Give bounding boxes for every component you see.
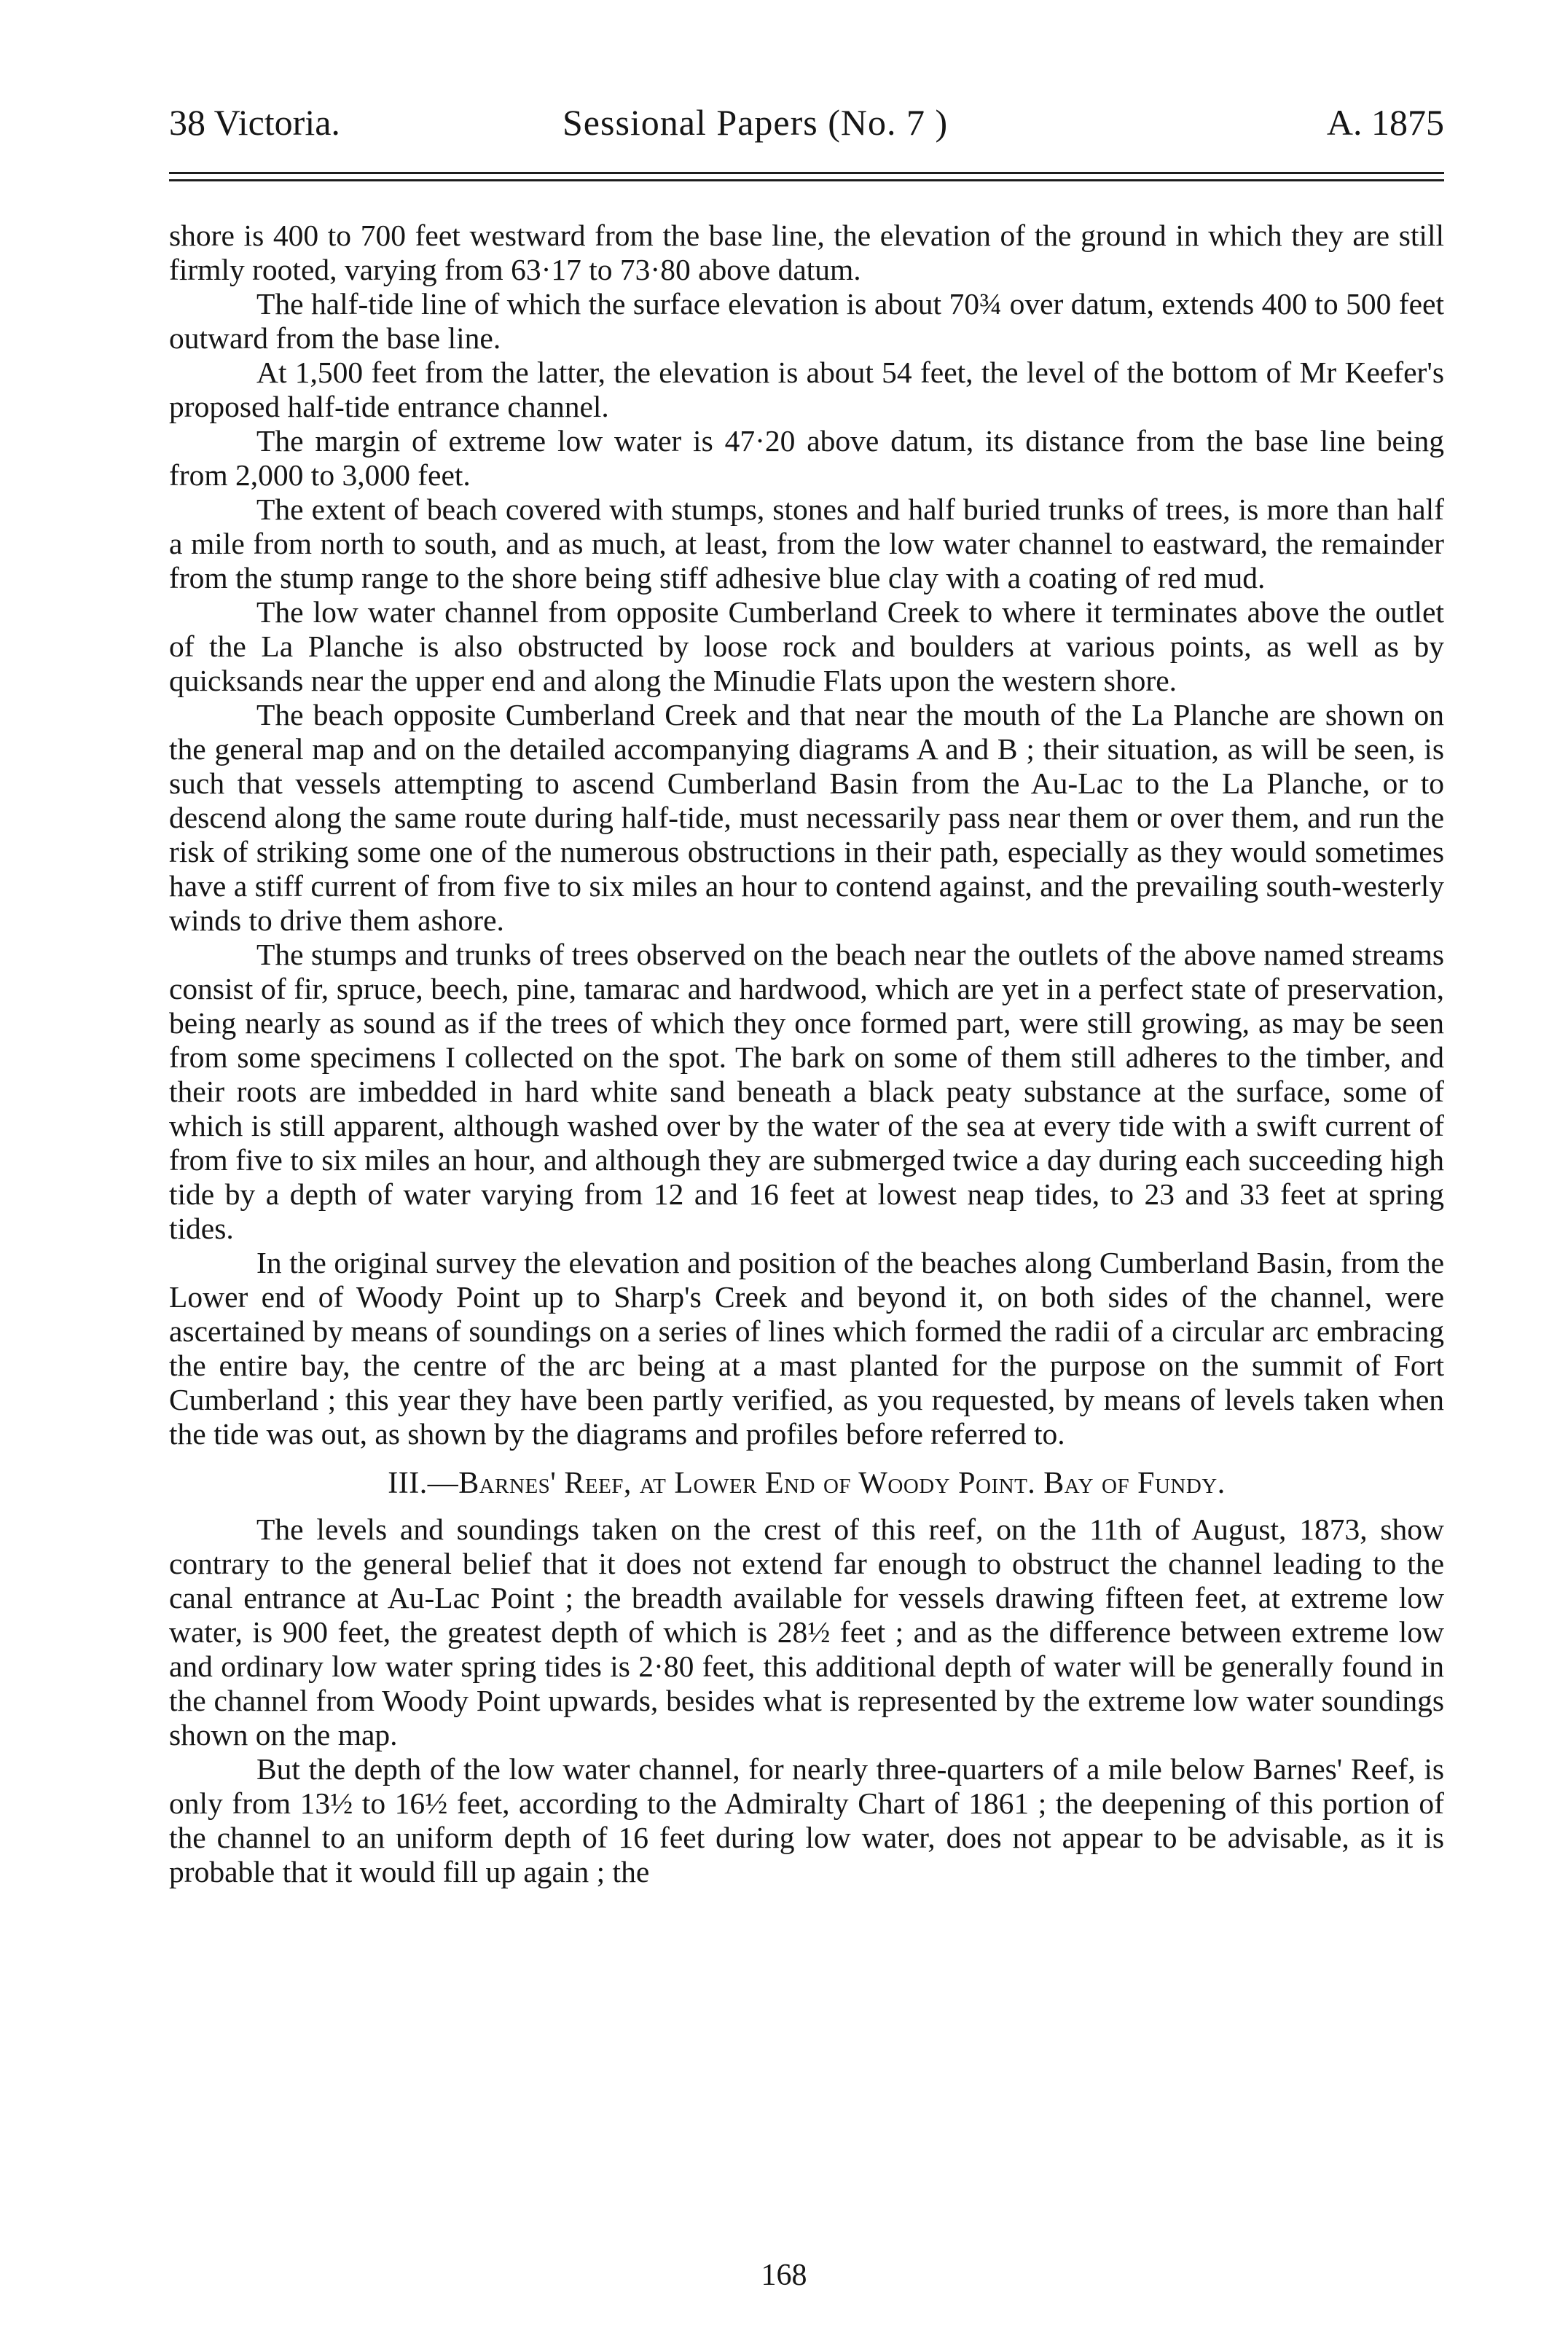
paragraph: The extent of beach covered with stumps, stones and half buried trunks of trees, is more than half a mile from north to south, and as much, at least, from the low water channel to eastward, the remainder from the stump range to the shore being stiff adhesive blue clay with a coating of red mud. bbox=[169, 493, 1444, 595]
header-rule-top bbox=[169, 172, 1444, 174]
header-volume: 38 Victoria. bbox=[169, 102, 340, 143]
header-year: A. 1875 bbox=[1326, 102, 1444, 143]
paragraph: The margin of extreme low water is 47·20 above datum, its distance from the base line being from 2,000 to 3,000 feet. bbox=[169, 424, 1444, 492]
page-number: 168 bbox=[761, 2259, 807, 2292]
running-header bbox=[169, 93, 1444, 152]
body-text bbox=[169, 219, 1444, 1889]
header-rule-bottom bbox=[169, 179, 1444, 181]
paragraph: But the depth of the low water channel, for nearly three-quarters of a mile below Barnes' Reef, is only from 13½ to 16½ feet, according to the Admiralty Chart of 1861 ; the deepening of this portion of the channel to an uniform depth of 16 feet during low water, does not appear to be advisable, as it is probable that it would fill up again ; the bbox=[169, 1752, 1444, 1888]
paragraph: The levels and soundings taken on the crest of this reef, on the 11th of August, 1873, show contrary to the general belief that it does not extend far enough to obstruct the channel leading to the canal entrance at Au-Lac Point ; the breadth available for vessels drawing fifteen feet, at extreme low water, is 900 feet, the greatest depth of which is 28½ feet ; and as the difference between extreme low and ordinary low water spring tides is 2·80 feet, this additional depth of water will be generally found in the channel from Woody Point upwards, besides what is represented by the extreme low water soundings shown on the map. bbox=[169, 1513, 1444, 1751]
paragraph: At 1,500 feet from the latter, the elevation is about 54 feet, the level of the bottom of Mr Keefer's proposed half-tide entrance channel. bbox=[169, 356, 1444, 423]
paragraph: The half-tide line of which the surface elevation is about 70¾ over datum, extends 400 to 500 feet outward from the base line. bbox=[169, 287, 1444, 355]
paragraph: The beach opposite Cumberland Creek and that near the mouth of the La Planche are shown on the general map and on the detailed accompanying diagrams A and B ; their situation, as will be seen, is such that vessels attempting to ascend Cumberland Basin from the Au-Lac to the La Planche, or to descend along the same route during half-tide, must necessarily pass near them or over them, and run the risk of striking some one of the numerous obstructions in their path, especially as they would sometimes have a stiff current of from five to six miles an hour to contend against, and the prevailing south-westerly winds to drive them ashore. bbox=[169, 698, 1444, 937]
paragraph: In the original survey the elevation and position of the beaches along Cumberland Basin, from the Lower end of Woody Point up to Sharp's Creek and beyond it, on both sides of the channel, were ascertained by means of soundings on a series of lines which formed the radii of a circular arc embracing the entire bay, the centre of the arc being at a mast planted for the purpose on the summit of Fort Cumberland ; this year they have been partly verified, as you requested, by means of levels taken when the tide was out, as shown by the diagrams and profiles before referred to. bbox=[169, 1246, 1444, 1451]
paragraph: shore is 400 to 700 feet westward from the base line, the elevation of the ground in which they are still firmly rooted, varying from 63·17 to 73·80 above datum. bbox=[169, 219, 1444, 286]
paragraph: The low water channel from opposite Cumberland Creek to where it terminates above the outlet of the La Planche is also obstructed by loose rock and boulders at various points, as well as by quicksands near the upper end and along the Minudie Flats upon the western shore. bbox=[169, 595, 1444, 697]
header-series-title: Sessional Papers (No. 7 ) bbox=[562, 102, 949, 143]
paragraph: The stumps and trunks of trees observed on the beach near the outlets of the above named streams consist of fir, spruce, beech, pine, tamarac and hardwood, which are yet in a perfect state of preservation, being nearly as sound as if the trees of which they once formed part, were still growing, as may be seen from some specimens I collected on the spot. The bark on some of them still adheres to the timber, and their roots are imbedded in hard white sand beneath a black peaty substance at the surface, some of which is still apparent, although washed over by the water of the sea at every tide with a swift current of from five to six miles an hour, and although they are submerged twice a day during each succeeding high tide by a depth of water varying from 12 and 16 feet at lowest neap tides, to 23 and 33 feet at spring tides. bbox=[169, 938, 1444, 1245]
section-heading: III.—Barnes' Reef, at Lower End of Woody Point. Bay of Fundy. bbox=[388, 1467, 1226, 1500]
